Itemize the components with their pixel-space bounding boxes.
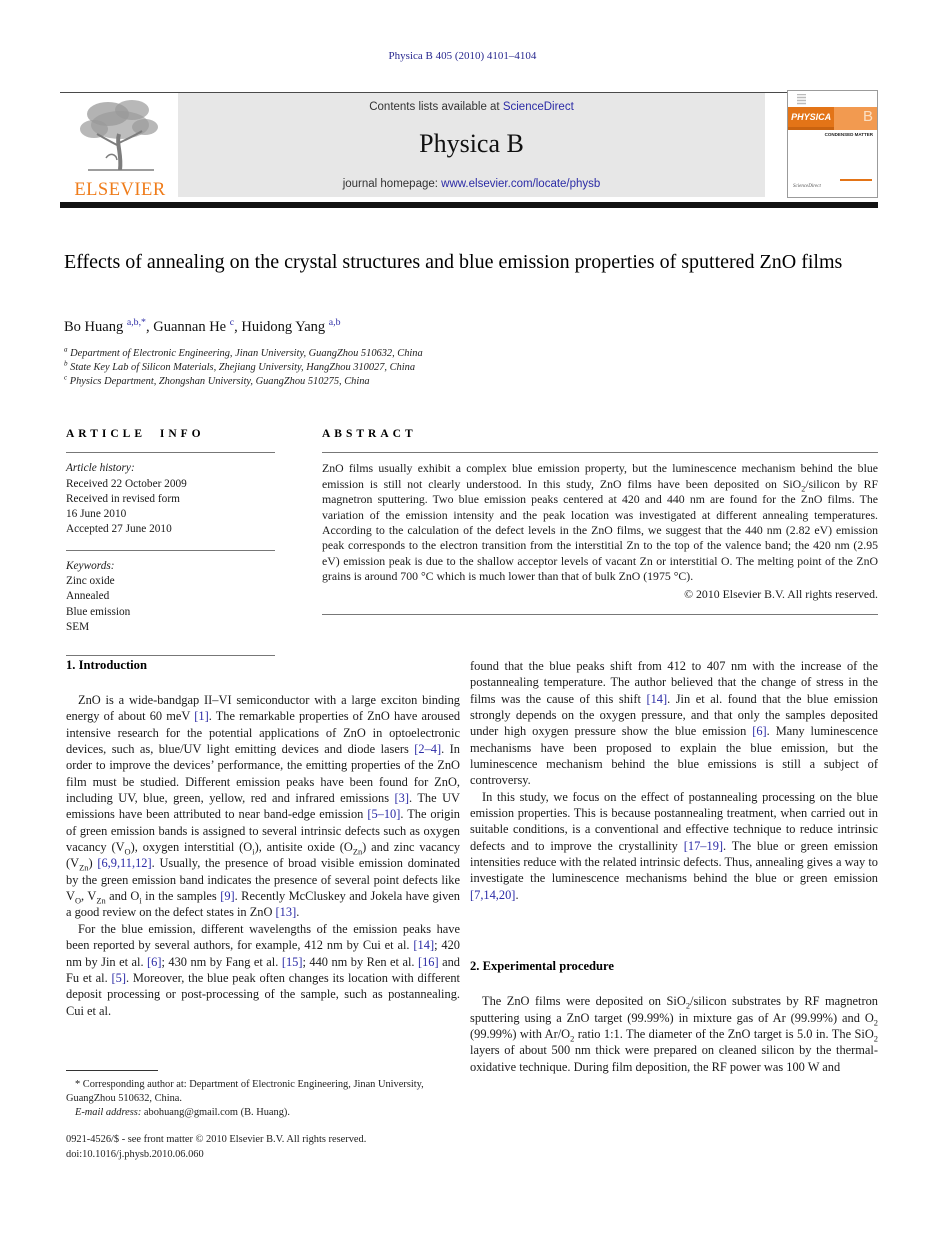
keyword: Zinc oxide (66, 575, 115, 588)
history-label: Article history: (66, 462, 135, 475)
cover-letter: B (862, 108, 873, 125)
affiliation-sup: a,b (328, 317, 341, 329)
banner-divider-bar (60, 202, 878, 208)
article-history (66, 453, 275, 550)
citation-ref[interactable]: [17–19] (683, 838, 724, 853)
intro-paragraph-4: In this study, we focus on the effect of postannealing processing on the blue emission properties. This is because postannealing treatment, when carried out in suitable conditions, is a conventional and effective technique to reduce intrinsic defects and to improve the crystallinity [17–19]. The blue or green emission intensities reduce with the related intrinsic defects. Thus, annealing gives a way to investigate the luminescence mechanisms behind the blue or green emission [7,14,20]. (470, 789, 878, 902)
journal-homepage-link[interactable]: www.elsevier.com/locate/physb (441, 178, 601, 190)
doi-line: doi:10.1016/j.physb.2010.06.060 (66, 1148, 204, 1160)
journal-name: Physica B (419, 129, 524, 158)
email-label: E-mail address: (75, 1106, 142, 1118)
intro-paragraph-1: ZnO is a wide-bandgap II–VI semiconductor with a large exciton binding energy of about 60 meV [1]. The remarkable properties of ZnO have aroused intensive research for the potential applications of ZnO in optoelectronic devices, such as, blue/UV light emitting devices and diode lasers [2–4]. In order to improve the devices’ performance, the emitting properties of the ZnO film must be studied. Different emission peaks have been found for ZnO, including UV, blue, green, yellow, red and infrared emissions [3]. The UV emissions have been attributed to near band-edge emission [5–10]. The origin of green emission bands is assigned to several intrinsic defects such as oxygen vacancy $(V_O)$, oxygen interstitial $(O_i)$, antisite oxide $(O_{Zn})$ and zinc vacancy $(V_{Zn})$ [6,9,11,12]. Usually, the presence of broad visible emission dominated by the green emission band indicates the presence of several point defects like $V_O$, $V_{Zn}$ and $O_i$ in the samples [9]. Recently McCluskey and Jokela have given a good review on the defect states in ZnO [13]. (66, 693, 461, 920)
cover-title: PHYSICA (788, 107, 834, 130)
keyword: SEM (66, 620, 90, 633)
contents-prefix: Contents lists available at (369, 101, 503, 113)
bottom-meta (66, 1133, 366, 1162)
abstract-heading: ABSTRACT (322, 424, 878, 453)
intro-paragraph-2: For the blue emission, different wavelengths of the emission peaks have been reported by several authors, for example, 412 nm by Cui et al. [14]; 420 nm by Jin et al. [6]; 430 nm by Fang et al. [15]; 440 nm by Ren et al. [16] and Fu et al. [5]. Moreover, the blue peak often changes its location with different deposit processing or post-processing of the sample, such as postannealing. Cui et al. (66, 921, 460, 1018)
cover-sciencedirect-mark: ScienceDirect (793, 184, 821, 189)
citation-ref[interactable]: [1] (194, 709, 209, 724)
footnote-block (66, 1070, 460, 1119)
citation-ref[interactable]: [3] (394, 791, 409, 806)
citation-ref[interactable]: [14] (413, 938, 435, 953)
homepage-line (178, 178, 765, 190)
affiliations (64, 347, 423, 388)
email-suffix: (B. Huang). (238, 1106, 290, 1118)
affiliation-sup: a,b,* (126, 317, 146, 329)
history-line: Received 22 October 2009 (66, 477, 187, 490)
article-info-heading: ARTICLE INFO (66, 424, 275, 453)
issn-line: 0921-4526/$ - see front matter © 2010 Elsevier B.V. All rights reserved. (66, 1134, 367, 1145)
history-line: Received in revised form (66, 492, 180, 505)
footnote-rule (66, 1070, 158, 1071)
body-column-left (66, 658, 460, 1019)
cover-subtitle: CONDENSED MATTER (824, 132, 873, 137)
citation-ref[interactable]: [2–4] (414, 742, 442, 757)
citation-ref[interactable]: [16] (417, 954, 439, 969)
citation-ref[interactable]: [9] (220, 889, 235, 904)
citation-ref[interactable]: [15] (281, 954, 303, 969)
journal-cover-thumbnail (787, 90, 878, 198)
journal-citation: Physica B 405 (2010) 4101–4104 (388, 50, 537, 62)
abstract-block (322, 424, 878, 615)
keyword: Annealed (66, 590, 110, 603)
affiliation-sup: c (229, 317, 235, 329)
history-line: 16 June 2010 (66, 508, 127, 521)
citation-ref[interactable]: [13] (275, 905, 297, 920)
abstract-text: ZnO films usually exhibit a complex blue emission property, but the luminescence mechanism behind the blue emission is still not clearly understood. In this study, ZnO films have been deposited on SiO$_2$/silicon by RF magnetron sputtering. Two blue emission peaks centered at 420 and 440 nm are found for the ZnO films. The variation of the emission intensity and the peak location was investigated at different annealing temperatures. According to the calculation of the defect levels in the ZnO films, we suggest that the 440 nm (2.82 eV) emission peak corresponds to the electron transition from the interstitial Zn to the top of the valence band; the 420 nm (2.95 eV) emission peak is due to the shallow acceptor levels of vacant Zn or interstitial O. The melting point of the ZnO grains is around 700 °C which is much lower than that of bulk ZnO (1975 °C). (322, 461, 879, 584)
authors-line: Bo Huang $^{a,b,*}$, Guannan He $^c$, Huidong Yang $^{a,b}$ (64, 317, 341, 335)
article-title: Effects of annealing on the crystal structures and blue emission properties of sputtered ZnO films (64, 251, 843, 273)
elsevier-tree-icon (68, 96, 172, 174)
elsevier-logo (64, 96, 176, 200)
citation-ref[interactable]: [6] (752, 724, 767, 739)
history-line: Accepted 27 June 2010 (66, 523, 172, 536)
citation-ref[interactable]: [5] (111, 970, 126, 985)
affiliation-sup: a (64, 345, 68, 354)
email-line (66, 1106, 460, 1120)
elsevier-wordmark: ELSEVIER (74, 180, 166, 200)
copyright-line: © 2010 Elsevier B.V. All rights reserved. (684, 586, 878, 601)
corresponding-author-note: * Corresponding author at: Department of Electronic Engineering, Jinan University, GuangZhou 510632, China. (66, 1079, 424, 1104)
article-info-block (66, 424, 275, 656)
email-link[interactable]: abohuang@gmail.com (143, 1106, 239, 1118)
cover-rule (840, 179, 872, 181)
body-column-right (470, 658, 878, 1075)
experimental-paragraph-1: The ZnO films were deposited on SiO$_2$/silicon substrates by RF magnetron sputtering using a ZnO target (99.99%) in mixture gas of Ar (99.99%) and $O_2$ (99.99%) with $Ar/O_2$ ratio 1:1. The diameter of the ZnO target is 5.0 in. The SiO$_2$ layers of about 500 nm thick were prepared on cleaned silicon by the thermal-oxidative technique. During film deposition, the RF power was 100 W and (470, 994, 878, 1074)
abstract-body (322, 453, 878, 615)
affiliation-a: $^a$ Department of Electronic Engineering, Jinan University, GuangZhou 510632, China (64, 345, 423, 359)
homepage-prefix: journal homepage: (342, 178, 442, 190)
citation-ref[interactable]: [6,9,11,12] (97, 856, 152, 871)
citation-ref[interactable]: [7,14,20] (470, 887, 516, 902)
contents-line (178, 101, 765, 113)
affiliation-sup: c (64, 373, 68, 382)
journal-banner (178, 93, 765, 197)
section-heading-experimental: 2. Experimental procedure (470, 959, 614, 974)
section-heading-introduction: 1. Introduction (66, 658, 147, 672)
affiliation-c: $^c$ Physics Department, Zhongshan University, GuangZhou 510275, China (64, 373, 370, 387)
keywords-label: Keywords: (66, 559, 115, 572)
keywords-block (66, 551, 275, 656)
affiliation-sup: b (64, 359, 68, 368)
sciencedirect-link[interactable]: ScienceDirect (502, 101, 574, 113)
affiliation-b: $^b$ State Key Lab of Silicon Materials, Zhejiang University, HangZhou 310027, China (64, 359, 416, 373)
keyword: Blue emission (66, 605, 131, 618)
citation-ref[interactable]: [6] (147, 954, 162, 969)
cover-band (788, 107, 877, 130)
citation-ref[interactable]: [14] (646, 691, 668, 706)
intro-paragraph-3: found that the blue peaks shift from 412 to 407 nm with the increase of the postannealing temperature. The author believed that the change of stress in the films was the cause of this shift [14]. Jin et al. found that the blue emission strongly depends on the oxygen pressure, and that only the samples deposited under high oxygen pressure show the blue emission [6]. Many luminescence mechanisms have been proposed to explain the blue emission, but the luminescence mechanism behind the blue emissions is still a subject of controversy. (470, 659, 878, 788)
citation-ref[interactable]: [5–10] (367, 807, 401, 822)
publisher-mark-icon (797, 94, 806, 105)
